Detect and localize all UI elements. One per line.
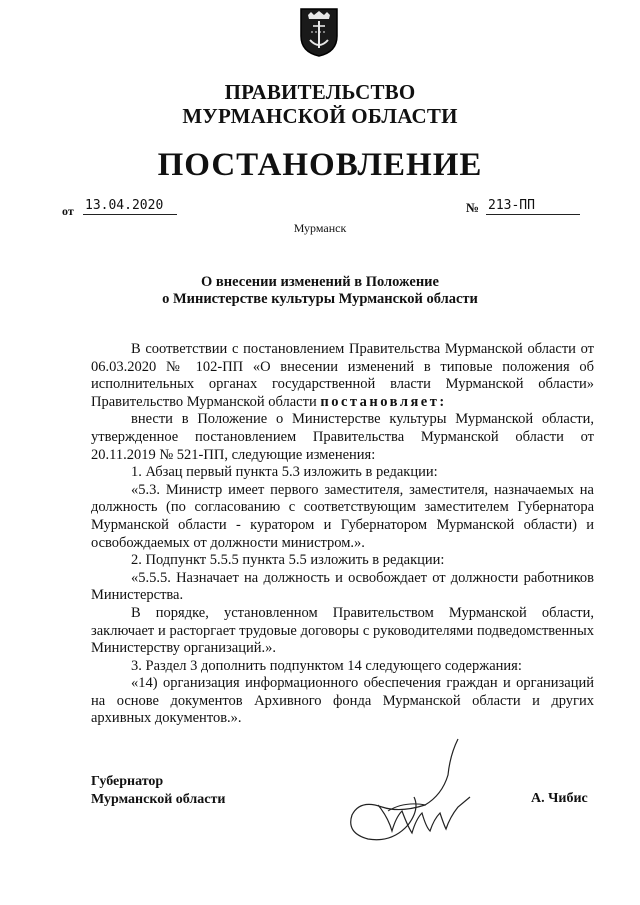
paragraph-item-3: 3. Раздел 3 дополнить подпунктом 14 следующего содержания: <box>131 657 522 674</box>
document-number: 213-ПП <box>486 198 580 215</box>
paragraph-item-3-text: «14) организация информационного обеспечения граждан и организаций на основе документов Архивного фонда Мурманской области и других архивных документов.». <box>91 675 594 727</box>
org-name-line2: МУРМАНСКОЙ ОБЛАСТИ <box>182 104 458 128</box>
signatory-name: А. Чибис <box>531 791 588 806</box>
subject-line2: о Министерстве культуры Мурманской области <box>162 291 478 307</box>
city-name: Мурманск <box>293 221 347 235</box>
paragraph-item-1-text: «5.3. Министр имеет первого заместителя, заместителя, назначаемых на должность (по согласованию с соответствующим заместителем Губернатора Мурманской области - куратором и Губернатором Мурманской области) и освобождаемых от должности министром.». <box>91 481 594 551</box>
number-label: № <box>466 200 480 215</box>
signatory-title <box>91 773 225 809</box>
signatory-title-line1: Губернатор <box>91 774 164 789</box>
paragraph-item-2: 2. Подпункт 5.5.5 пункта 5.5 изложить в редакции: <box>131 552 445 569</box>
subject-line1: О внесении изменений в Положение <box>201 274 439 290</box>
paragraph-preamble <box>91 341 594 411</box>
resolution-keyword: постановляет: <box>320 393 447 410</box>
paragraph-item-1: 1. Абзац первый пункта 5.3 изложить в редакции: <box>131 464 438 481</box>
org-name-line1: ПРАВИТЕЛЬСТВО <box>224 80 416 104</box>
signatory-title-line2: Мурманской области <box>91 792 226 807</box>
document-type-title: ПОСТАНОВЛЕНИЕ <box>157 147 483 183</box>
handwritten-signature <box>330 735 490 855</box>
document-date: 13.04.2020 <box>83 198 177 215</box>
paragraph-item-2-text: «5.5.5. Назначает на должность и освобождает от должности работников Министерства. <box>91 569 594 604</box>
coat-of-arms-emblem <box>298 6 340 58</box>
document-body <box>91 341 594 728</box>
preamble-text: В соответствии с постановлением Правительства Мурманской области от 06.03.2020 № 102-ПП «О внесении изменений в типовые положения об исполнительных органах государственной власти Мурманской области» Правительство Мурманской области <box>91 341 594 410</box>
paragraph-item-2-text-cont: В порядке, установленном Правительством Мурманской области, заключает и расторгает трудовые договоры с руководителями подведомственных Министерству организаций.». <box>91 604 594 657</box>
date-label: от <box>62 204 74 218</box>
paragraph-resolution: внести в Положение о Министерстве культуры Мурманской области, утвержденное постановлением Правительства Мурманской области от 20.11.2019 № 521-ПП, следующие изменения: <box>91 411 594 463</box>
